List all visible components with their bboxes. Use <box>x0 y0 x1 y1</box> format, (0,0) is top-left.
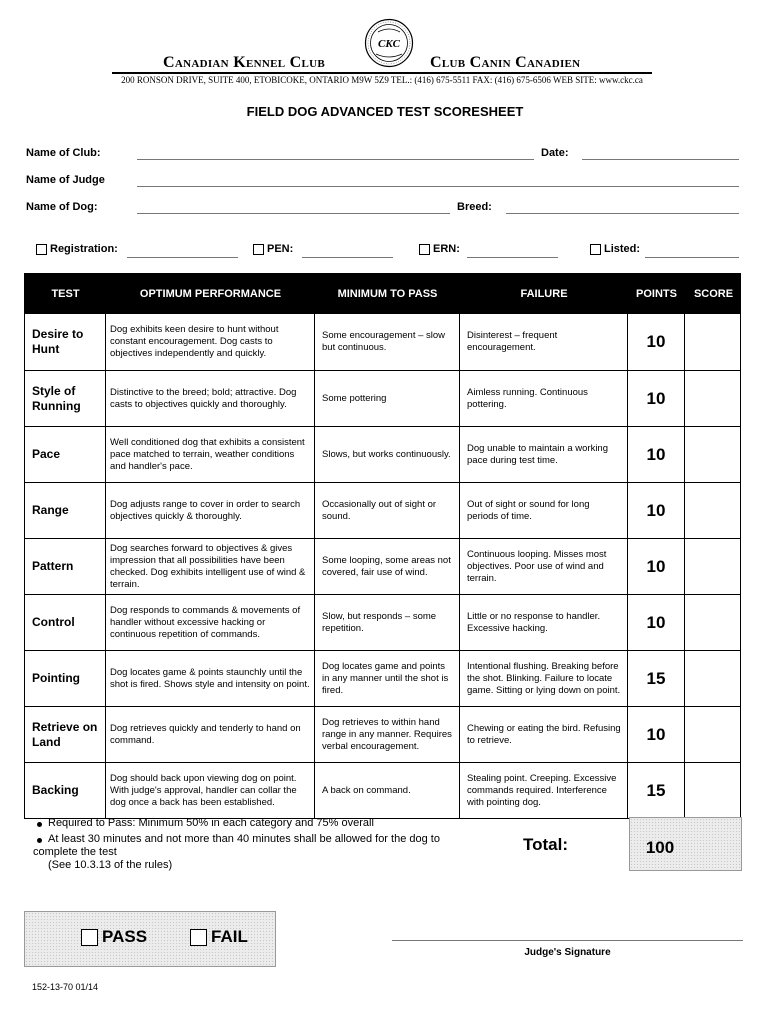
form-code: 152-13-70 01/14 <box>32 982 99 992</box>
optimum-text: Dog retrieves quickly and tenderly to hand on command. <box>106 707 315 762</box>
test-name: Desire to Hunt <box>25 314 106 370</box>
test-name: Pattern <box>25 539 106 594</box>
org-name-french: Club Canin Canadien <box>430 54 581 71</box>
failure-text: Little or no response to handler. Excessive hacking. <box>460 595 628 650</box>
failure-text: Stealing point. Creeping. Excessive commands required. Interference with pointing dog. <box>460 763 628 818</box>
points-value: 10 <box>628 427 685 482</box>
header-rule <box>112 72 652 74</box>
minimum-text: A back on command. <box>315 763 460 818</box>
club-label: Name of Club: <box>26 147 101 159</box>
breed-field[interactable] <box>506 213 739 214</box>
table-row <box>25 650 740 706</box>
optimum-text: Dog should back upon viewing dog on point. With judge's approval, handler can collar the dog once a back has been established. <box>106 763 315 818</box>
org-address: 200 RONSON DRIVE, SUITE 400, ETOBICOKE, ONTARIO M9W 5Z9 TEL.: (416) 675-5511 FAX: (416) 675-6506 WEB SITE: www.ckc.ca <box>121 75 643 85</box>
points-value: 15 <box>628 651 685 706</box>
optimum-text: Dog searches forward to objectives & gives impression that all possibilities have been checked. Dog exhibits intelligent use of wind & terrain. <box>106 539 315 594</box>
col-test: TEST <box>51 288 80 300</box>
score-input[interactable] <box>685 483 742 538</box>
minimum-text: Dog locates game and points in any manner until the shot is fired. <box>315 651 460 706</box>
fail-checkbox[interactable] <box>190 929 207 946</box>
table-row <box>25 370 740 426</box>
fail-label: FAIL <box>211 927 248 946</box>
registration-checkbox[interactable] <box>36 244 47 255</box>
score-input[interactable] <box>685 371 742 426</box>
col-score: SCORE <box>693 288 734 300</box>
failure-text: Aimless running. Continuous pottering. <box>460 371 628 426</box>
registration-field[interactable] <box>127 257 238 258</box>
score-input[interactable] <box>685 539 742 594</box>
signature-field[interactable] <box>392 940 743 941</box>
listed-checkbox[interactable] <box>590 244 601 255</box>
score-input[interactable] <box>685 595 742 650</box>
minimum-text: Some looping, some areas not covered, fair use of wind. <box>315 539 460 594</box>
listed-label: Listed: <box>604 243 641 255</box>
score-input[interactable] <box>685 707 742 762</box>
optimum-text: Dog locates game & points staunchly until the shot is fired. Shows style and intensity on point. <box>106 651 315 706</box>
judge-label: Name of Judge <box>26 174 105 186</box>
table-row <box>25 762 740 818</box>
points-value: 15 <box>628 763 685 818</box>
registration-label: Registration: <box>50 243 118 255</box>
optimum-text: Distinctive to the breed; bold; attractive. Dog casts to objectives quickly and thoroughly. <box>106 371 315 426</box>
minimum-text: Occasionally out of sight or sound. <box>315 483 460 538</box>
ern-label: ERN: <box>433 243 460 255</box>
test-name: Retrieve on Land <box>25 707 106 762</box>
document-title: FIELD DOG ADVANCED TEST SCORESHEET <box>246 104 524 119</box>
date-field[interactable] <box>582 159 739 160</box>
optimum-text: Dog adjusts range to cover in order to search objectives quickly & thoroughly. <box>106 483 315 538</box>
points-value: 10 <box>628 371 685 426</box>
dog-label: Name of Dog: <box>26 201 98 213</box>
dog-field[interactable] <box>137 213 450 214</box>
failure-text: Out of sight or sound for long periods of time. <box>460 483 628 538</box>
pass-checkbox[interactable] <box>81 929 98 946</box>
score-input[interactable] <box>685 427 742 482</box>
minimum-text: Some encouragement – slow but continuous. <box>315 314 460 370</box>
result-box <box>24 911 276 967</box>
minimum-text: Dog retrieves to within hand range in any manner. Requires verbal encouragement. <box>315 707 460 762</box>
ern-checkbox[interactable] <box>419 244 430 255</box>
points-value: 10 <box>628 595 685 650</box>
table-row <box>25 706 740 762</box>
table-header <box>25 274 740 314</box>
total-box <box>629 817 742 871</box>
total-value: 100 <box>645 838 675 857</box>
failure-text: Chewing or eating the bird. Refusing to retrieve. <box>460 707 628 762</box>
table-body <box>25 314 740 818</box>
time-requirement-note: At least 30 minutes and not more than 40 minutes shall be allowed for the dog to <box>48 833 440 845</box>
table-row <box>25 482 740 538</box>
pen-field[interactable] <box>302 257 393 258</box>
points-value: 10 <box>628 314 685 370</box>
minimum-text: Some pottering <box>315 371 460 426</box>
listed-field[interactable] <box>645 257 739 258</box>
total-label: Total: <box>523 835 569 854</box>
judge-field[interactable] <box>137 186 739 187</box>
table-row <box>25 314 740 370</box>
col-optimum: OPTIMUM PERFORMANCE <box>139 288 282 300</box>
test-name: Backing <box>25 763 106 818</box>
table-row <box>25 594 740 650</box>
points-value: 10 <box>628 483 685 538</box>
points-value: 10 <box>628 707 685 762</box>
score-input[interactable] <box>685 763 742 818</box>
failure-text: Dog unable to maintain a working pace during test time. <box>460 427 628 482</box>
col-points: POINTS <box>636 288 677 300</box>
table-row <box>25 538 740 594</box>
date-label: Date: <box>541 147 569 159</box>
minimum-text: Slows, but works continuously. <box>315 427 460 482</box>
test-name: Style of Running <box>25 371 106 426</box>
pen-checkbox[interactable] <box>253 244 264 255</box>
rules-reference-note: (See 10.3.13 of the rules) <box>48 859 173 871</box>
table-row <box>25 426 740 482</box>
bullet-icon <box>37 838 42 843</box>
test-name: Pointing <box>25 651 106 706</box>
score-input[interactable] <box>685 314 742 370</box>
breed-label: Breed: <box>457 201 492 213</box>
failure-text: Continuous looping. Misses most objectives. Poor use of wind and terrain. <box>460 539 628 594</box>
pen-label: PEN: <box>267 243 294 255</box>
score-input[interactable] <box>685 651 742 706</box>
optimum-text: Dog exhibits keen desire to hunt without constant encouragement. Dog casts to objectives independently and quickly. <box>106 314 315 370</box>
test-name: Pace <box>25 427 106 482</box>
pass-requirement-note: Required to Pass: Minimum 50% in each category and 75% overall <box>48 817 374 829</box>
signature-label: Judge's Signature <box>524 947 611 958</box>
ckc-logo <box>364 18 414 68</box>
col-failure: FAILURE <box>520 288 568 300</box>
svg-text:CKC: CKC <box>377 38 401 50</box>
points-value: 10 <box>628 539 685 594</box>
bullet-icon <box>37 822 42 827</box>
minimum-text: Slow, but responds – some repetition. <box>315 595 460 650</box>
pass-label: PASS <box>102 927 148 946</box>
col-minimum: MINIMUM TO PASS <box>337 288 438 300</box>
score-table <box>24 273 741 819</box>
test-name: Control <box>25 595 106 650</box>
test-name: Range <box>25 483 106 538</box>
time-requirement-note-cont: complete the test <box>33 846 117 858</box>
failure-text: Intentional flushing. Breaking before the shot. Blinking. Failure to locate game. Sitting or lying down on point. <box>460 651 628 706</box>
org-name-english: Canadian Kennel Club <box>163 54 326 71</box>
club-field[interactable] <box>137 159 534 160</box>
ern-field[interactable] <box>467 257 558 258</box>
optimum-text: Dog responds to commands & movements of handler without excessive hacking or continuous repetition of commands. <box>106 595 315 650</box>
optimum-text: Well conditioned dog that exhibits a consistent pace matched to terrain, weather conditions and handler's pace. <box>106 427 315 482</box>
failure-text: Disinterest – frequent encouragement. <box>460 314 628 370</box>
